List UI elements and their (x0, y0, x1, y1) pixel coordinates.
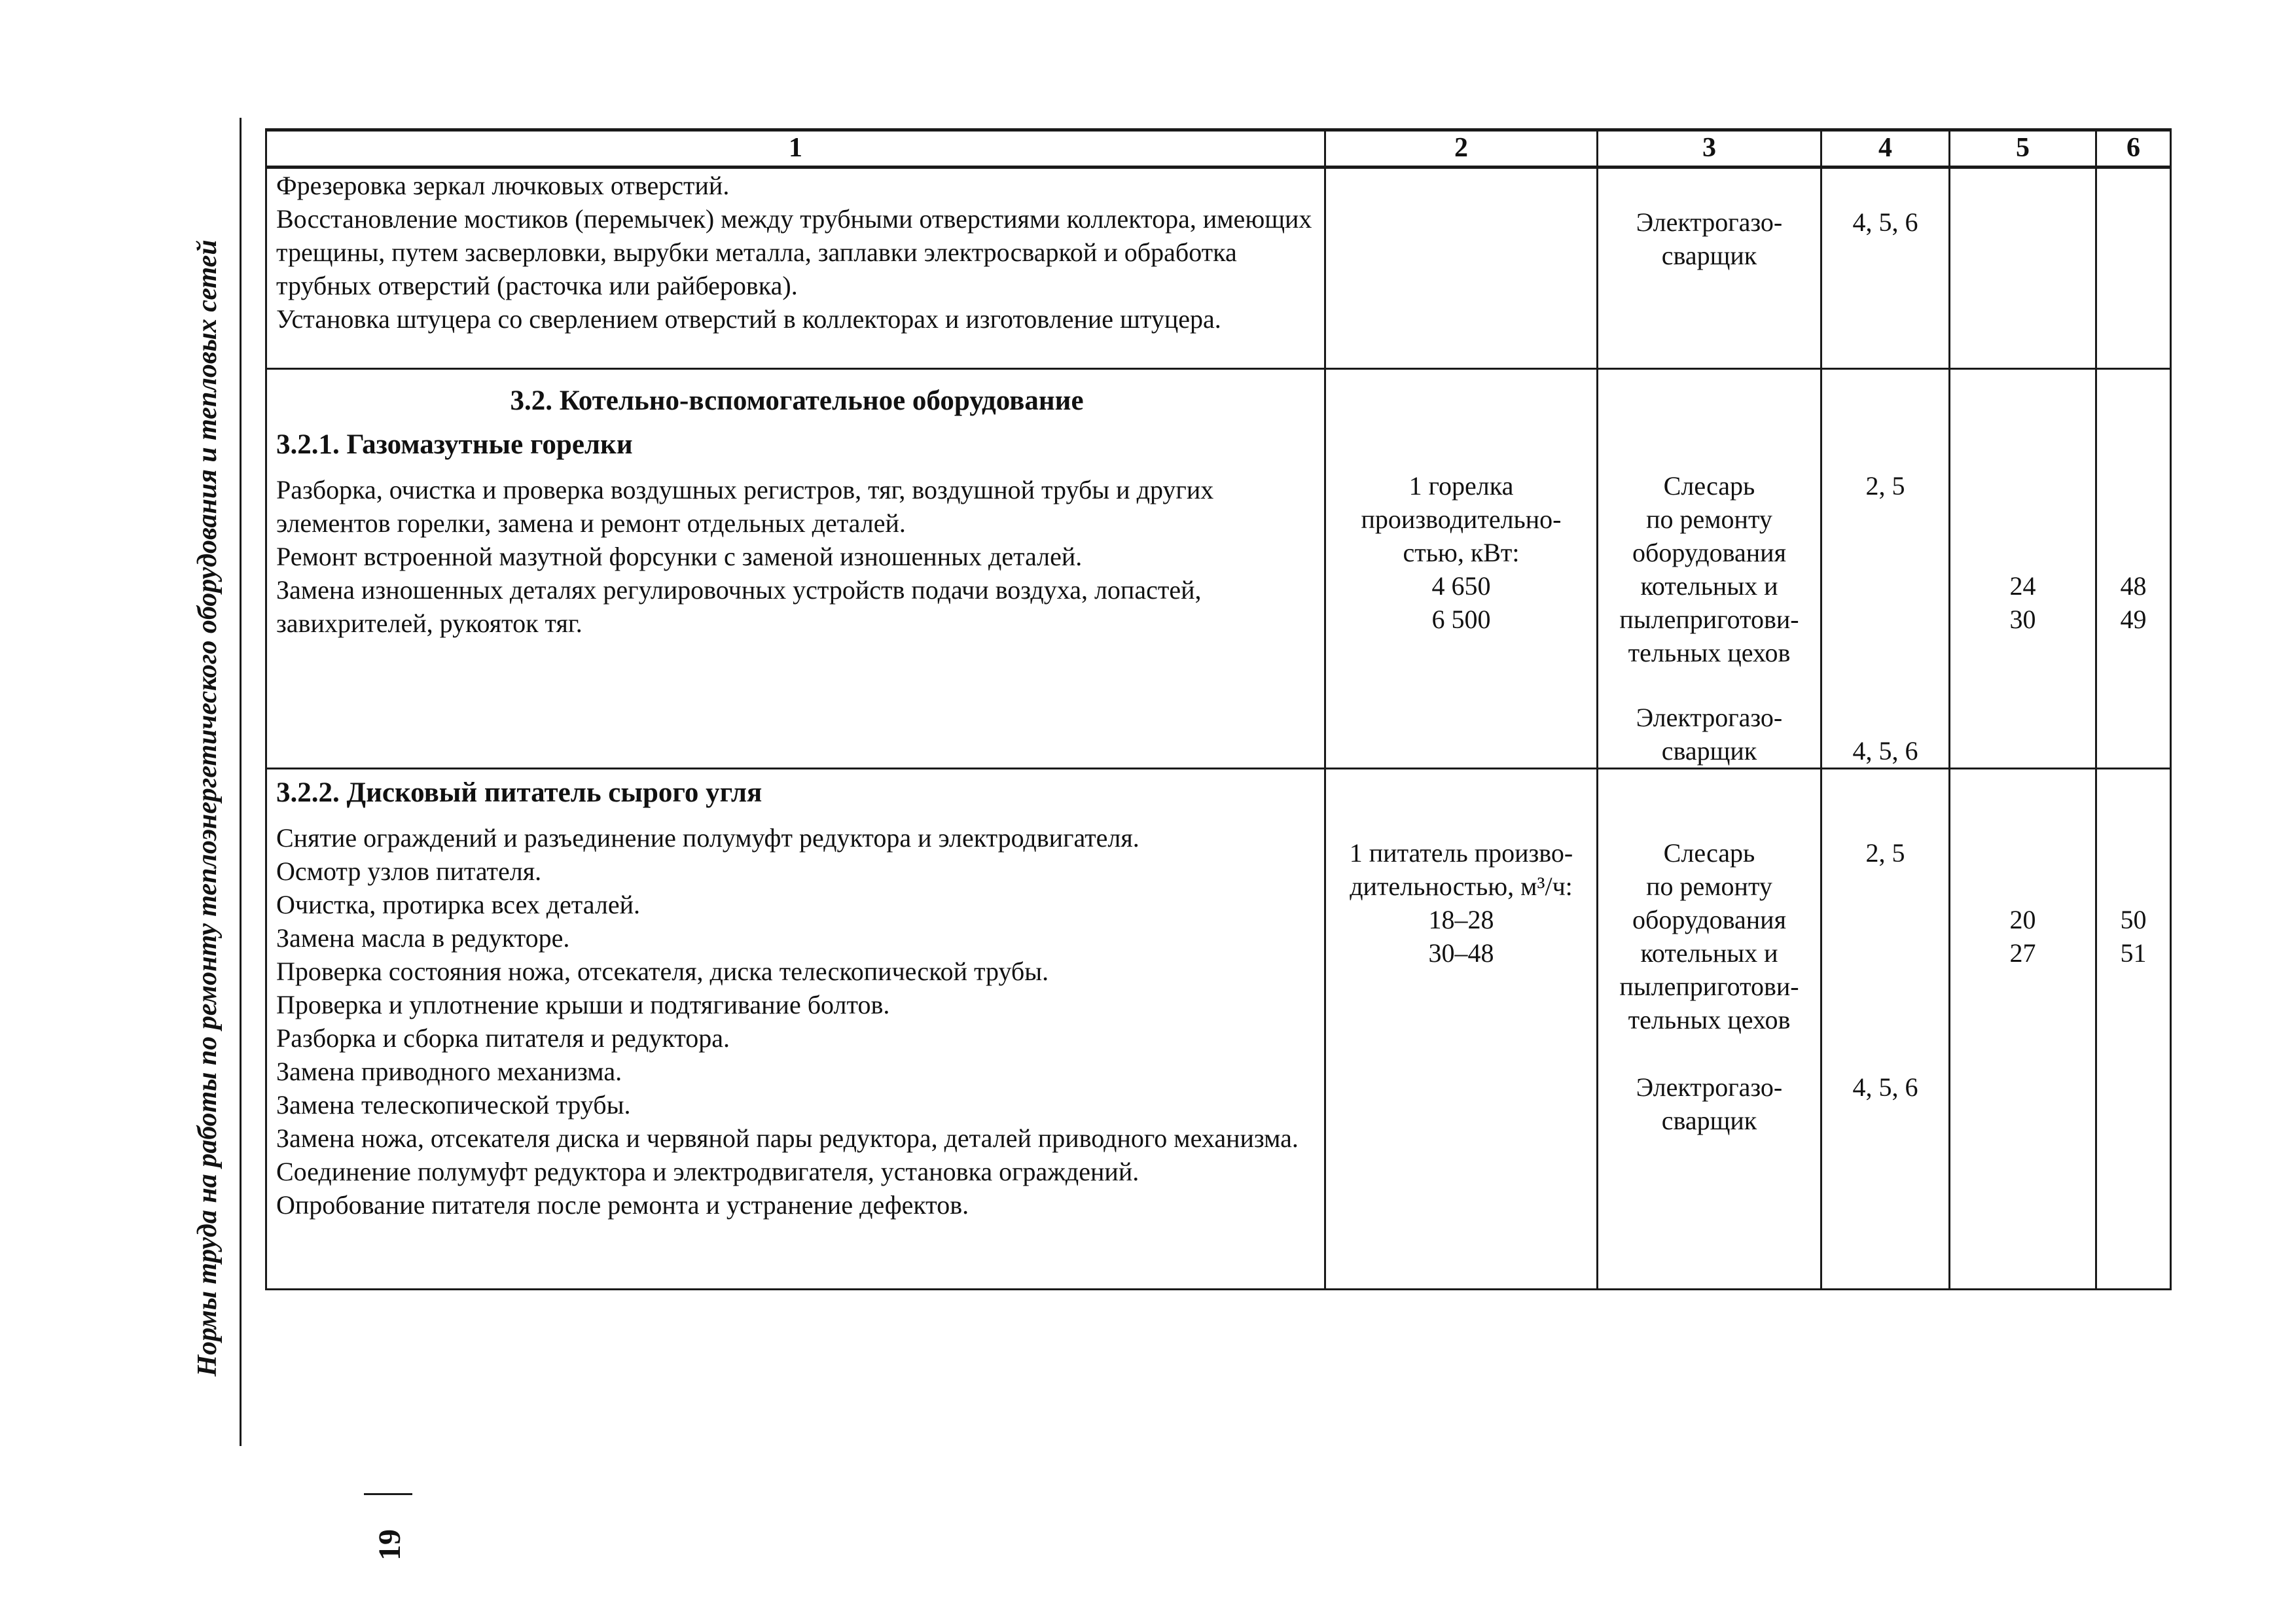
operation-item: Замена приводного механизма. (276, 1057, 622, 1086)
norm-value: 30 (2009, 605, 2036, 634)
operations-cell (266, 769, 1325, 1290)
column-header-6: 6 (2096, 130, 2171, 168)
norm-value: 24 (2009, 571, 2036, 601)
worker-label: тельных цехов (1628, 638, 1791, 667)
operation-item: Соединение полумуфт редуктора и электродвигателя, установка ограждений. (276, 1157, 1139, 1186)
operation-item: Проверка и уплотнение крыши и подтягивание болтов. (276, 990, 890, 1019)
worker-cell (1598, 168, 1821, 369)
worker-label: Слесарь (1663, 471, 1755, 501)
column-header-3: 3 (1598, 130, 1821, 168)
worker-label: по ремонту (1646, 504, 1772, 534)
meter-cell (1325, 369, 1598, 769)
section-heading: 3.2. Котельно-вспомогательное оборудование (510, 385, 1084, 416)
worker-label: Слесарь (1663, 838, 1755, 868)
operations-cell (266, 369, 1325, 769)
worker-label: тельных цехов (1628, 1005, 1791, 1034)
side-margin (181, 105, 407, 1561)
operation-item: Замена ножа, отсекателя диска и червяной пары редуктора, деталей приводного механизма. (276, 1123, 1299, 1153)
column-header-5: 5 (1950, 130, 2096, 168)
operation-item: Фрезеровка зеркал лючковых отверстий. (276, 171, 730, 200)
norms-table (265, 128, 2172, 1290)
meter-value: 6 500 (1431, 605, 1491, 634)
worker-label: по ремонту (1646, 872, 1772, 901)
worker-label: Электрогазо- (1636, 1072, 1783, 1102)
norm-cell-5 (1950, 769, 2096, 1290)
worker-label: котельных и (1640, 938, 1778, 968)
page-number-divider (364, 1493, 412, 1495)
grade-value: 4, 5, 6 (1852, 207, 1918, 237)
table-header-row (266, 130, 2171, 168)
operations-cell (266, 168, 1325, 369)
grade-cell (1821, 769, 1950, 1290)
norm-value: 49 (2120, 605, 2147, 634)
running-title: Нормы труда на работы по ремонту теплоэнергетического оборудования и тепловых сетей (192, 239, 223, 1377)
norm-cell-6 (2096, 168, 2171, 369)
norm-cell-5 (1950, 369, 2096, 769)
operation-item: Разборка и сборка питателя и редуктора. (276, 1023, 730, 1053)
worker-label: Электрогазо- (1636, 207, 1783, 237)
worker-label: оборудования (1632, 905, 1786, 934)
operation-item: Замена масла в редукторе. (276, 923, 570, 953)
norm-value: 20 (2009, 905, 2036, 934)
meter-label: 1 горелка (1408, 471, 1514, 501)
worker-label: сварщик (1661, 736, 1757, 766)
worker-label: Электрогазо- (1636, 703, 1783, 732)
meter-cell (1325, 769, 1598, 1290)
meter-value: 30–48 (1428, 938, 1494, 968)
norm-value: 51 (2120, 938, 2147, 968)
worker-cell (1598, 369, 1821, 769)
table-row (266, 369, 2171, 769)
grade-value: 4, 5, 6 (1852, 736, 1918, 766)
operation-item: Проверка состояния ножа, отсекателя, диска телескопической трубы. (276, 957, 1049, 986)
operation-item: Разборка, очистка и проверка воздушных регистров, тяг, воздушной трубы и других элементов горелки, замена и ремонт отдельных деталей. (276, 475, 1214, 538)
worker-label: пылеприготови- (1619, 605, 1799, 634)
meter-label: производительно- (1361, 504, 1562, 534)
worker-cell (1598, 769, 1821, 1290)
worker-label: сварщик (1661, 1106, 1757, 1135)
grade-cell (1821, 369, 1950, 769)
meter-cell (1325, 168, 1598, 369)
meter-label: 1 питатель произво- (1349, 838, 1573, 868)
grade-cell (1821, 168, 1950, 369)
side-divider (240, 118, 242, 1446)
operation-item: Установка штуцера со сверлением отверстий в коллекторах и изготовление штуцера. (276, 304, 1221, 334)
table-row (266, 769, 2171, 1290)
grade-value: 2, 5 (1865, 471, 1905, 501)
column-header-1: 1 (266, 130, 1325, 168)
operation-item: Ремонт встроенной мазутной форсунки с заменой изношенных деталей. (276, 542, 1083, 571)
worker-label: котельных и (1640, 571, 1778, 601)
norm-cell-6 (2096, 769, 2171, 1290)
operation-item: Восстановление мостиков (перемычек) между трубными отверстиями коллектора, имеющих трещины, путем засверловки, вырубки металла, заплавки электросваркой и обработка трубных отверстий (расточка или райберовка). (276, 204, 1312, 300)
norm-value: 50 (2120, 905, 2147, 934)
page-number: 19 (372, 1529, 407, 1561)
operation-item: Замена изношенных деталях регулировочных устройств подачи воздуха, лопастей, завихрителей, рукояток тяг. (276, 575, 1202, 638)
worker-label: оборудования (1632, 538, 1786, 567)
meter-value: 4 650 (1431, 571, 1491, 601)
operation-item: Очистка, протирка всех деталей. (276, 890, 640, 919)
norm-value: 48 (2120, 571, 2147, 601)
operation-item: Осмотр узлов питателя. (276, 856, 542, 886)
meter-label: дительностью, м³/ч: (1350, 872, 1573, 901)
norm-value: 27 (2009, 938, 2036, 968)
grade-value: 2, 5 (1865, 838, 1905, 868)
table-row (266, 168, 2171, 369)
column-header-2: 2 (1325, 130, 1598, 168)
meter-label: стью, кВт: (1403, 538, 1520, 567)
meter-value: 18–28 (1428, 905, 1494, 934)
operation-item: Опробование питателя после ремонта и устранение дефектов. (276, 1190, 969, 1220)
worker-label: сварщик (1661, 241, 1757, 270)
subsection-heading: 3.2.1. Газомазутные горелки (276, 429, 633, 460)
worker-label: пылеприготови- (1619, 972, 1799, 1001)
norm-cell-5 (1950, 168, 2096, 369)
operation-item: Замена телескопической трубы. (276, 1090, 631, 1120)
grade-value: 4, 5, 6 (1852, 1072, 1918, 1102)
norm-cell-6 (2096, 369, 2171, 769)
subsection-heading: 3.2.2. Дисковый питатель сырого угля (276, 777, 762, 808)
operation-item: Снятие ограждений и разъединение полумуфт редуктора и электродвигателя. (276, 823, 1139, 853)
column-header-4: 4 (1821, 130, 1950, 168)
